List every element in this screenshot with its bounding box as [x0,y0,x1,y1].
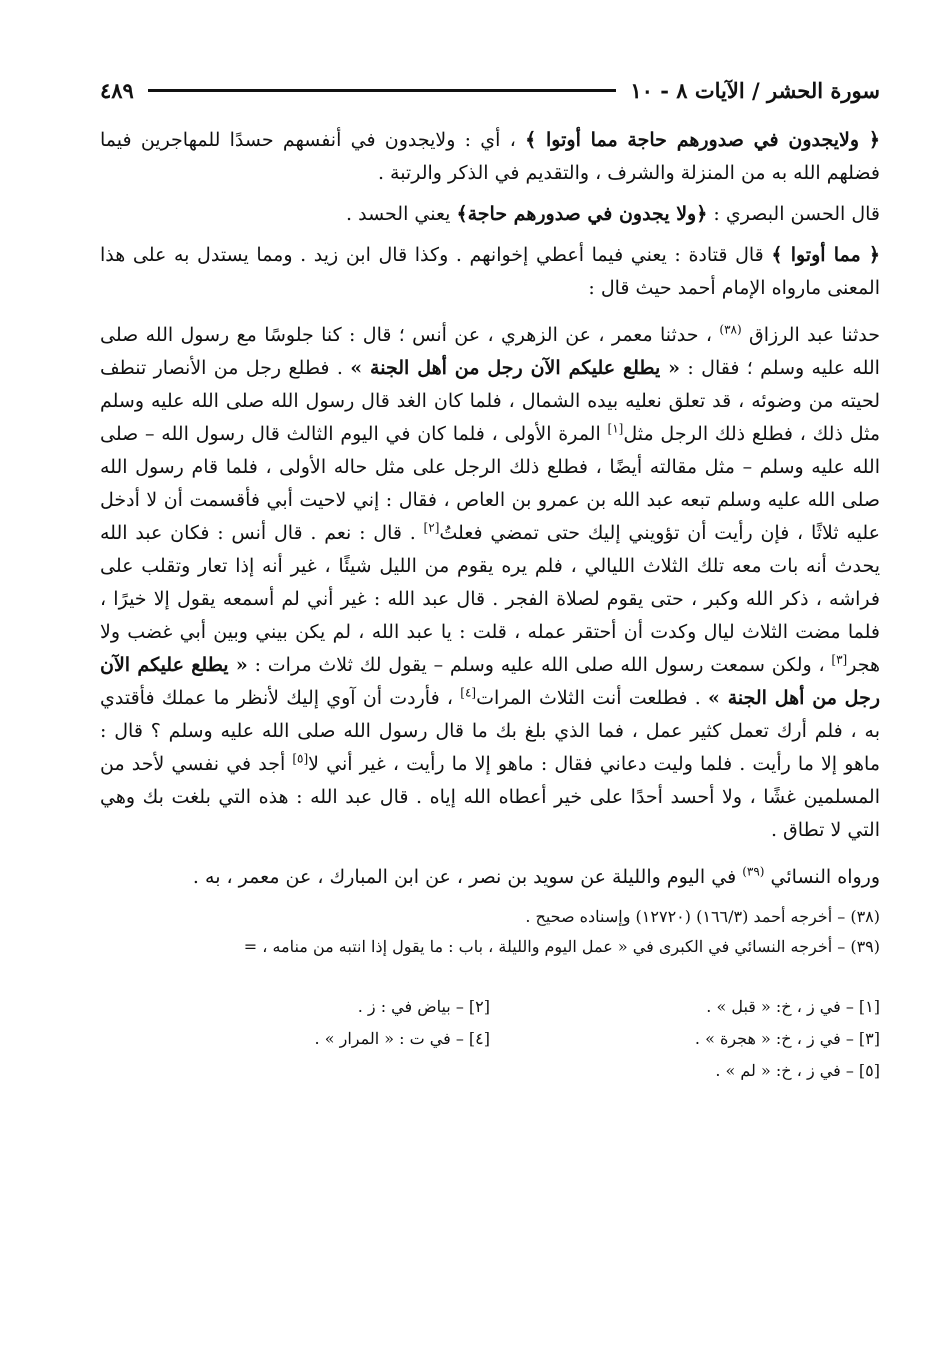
reference-note-39: (٣٩) – أخرجه النسائي في الكبرى في « عمل اليوم والليلة ، باب : ما يقول إذا انتبه من منامه ، = [243,937,880,956]
paragraph-text: في اليوم والليلة عن سويد بن نصر ، عن ابن المبارك ، عن معمر ، به . [192,866,737,888]
footnote-3: [٣] – في ز ، خ: « هجرة » . [694,1029,880,1048]
surah-title: سورة الحشر / الآيات ٨ - ١٠ [630,77,880,103]
verse-quote: ﴿ولا يجدون في صدورهم حاجة﴾ [456,203,708,225]
hadith-text: ، فأردت أن آوي إليك لأنظر ما عملك فأقتدي به ، فلم أرك تعمل كثير عمل ، فما الذي بلغ بك ما قال رسول الله صلى الله عليه وسلم ؟ قال : ماهو إلا ما رأيت . فلما وليت دعاني فقال : ماهو إلا ما رأيت ، غير أني لا [100,687,880,775]
footnote-marker: [١] [607,421,624,436]
paragraph-text: ورواه النسائي [770,866,880,888]
reference-marker: (٣٩) [742,864,765,879]
footnote-4: [٤] – في ت : « المرار » . [314,1029,490,1048]
paragraph-nasai [100,861,880,894]
hadith-text: . فطلعت أنت الثلاث المرات [476,687,701,709]
page [100,70,880,1330]
header-rule [148,89,617,92]
hadith-paragraph [100,319,880,847]
footnotes [100,992,880,1086]
paragraph-hasan-basri [100,198,880,231]
footnote-1: [١] – في ز ، خ: « قبل » . [706,997,880,1016]
hadith-text: . قال : نعم . قال أنس : فكان عبد الله يحدث أنه بات معه تلك الثلاث الليالي ، فلم يره يقوم من الليل شيئًا ، غير أنه إذا تعار وتقلب على فراشه ، ذكر الله وكبر ، حتى يقوم لصلاة الفجر . قال عبد الله : غير أني لم أسمعه يقول إلا خيرًا ، فلما مضت الثلاث ليال وكدت أن أحتقر عمله ، قلت : يا عبد الله ، لم يكن بيني وبين أبي غضب ولا هجر [100,522,881,676]
paragraph-text: ، أي : ولايجدون في أنفسهم حسدًا للمهاجرين فيما فضلهم الله به من المنزلة والشرف ، والتقديم في الذكر والرتبة . [100,129,880,184]
paragraph-verse-explanation [100,124,880,190]
paragraph-text: قال قتادة : يعني فيما أعطي إخوانهم . وكذا قال ابن زيد . ومما يستدل به على هذا المعنى مارواه الإمام أحمد حيث قال : [100,244,880,299]
footnote-5: [٥] – في ز ، خ: « لم » . [715,1061,880,1080]
hadith-text: أجد في نفسي لأحد من المسلمين غشًا ، ولا أحسد أحدًا على خير أعطاه الله إياه . قال عبد الله : هذه التي بلغت بك وهي التي لا تطاق . [100,753,880,841]
reference-note-38: (٣٨) – أخرجه أحمد (١٦٦/٣) (١٢٧٢٠) وإسناده صحيح . [525,907,880,926]
footnote-marker: [٢] [423,520,440,535]
verse-quote: ﴿ مما أوتوا ﴾ [771,244,880,266]
footnote-marker: [٣] [831,652,848,667]
running-head [100,70,880,110]
page-number: ٤٨٩ [100,77,134,103]
prophetic-quote: « يطلع عليكم الآن رجل من أهل الجنة » [100,654,880,709]
hadith-text: ، حدثنا معمر ، عن الزهري ، عن أنس ؛ قال : كنا جلوسًا مع رسول الله صلى الله عليه وسلم ؛ فقال : [100,324,880,379]
reference-marker: (٣٨) [719,322,742,337]
hadith-text: . فطلع رجل من الأنصار تنطف لحيته من وضوئه ، قد تعلق نعليه بيده الشمال ، فلما كان الغد قال رسول الله صلى الله عليه وسلم مثل ذلك ، فطلع ذلك الرجل مثل [100,357,880,445]
prophetic-quote: « يطلع عليكم الآن رجل من أهل الجنة » [350,357,681,379]
hadith-text: حدثنا عبد الرزاق [749,324,881,346]
footnote-marker: [٤] [460,685,477,700]
paragraph-text: قال الحسن البصري : [713,203,880,225]
footnote-2: [٢] – بياض في : ز . [357,997,490,1016]
hadith-text: المرة الأولى ، فلما كان في اليوم الثالث قال رسول الله – صلى الله عليه وسلم – مثل مقالته أيضًا ، فطلع ذلك الرجل على مثل حاله الأولى ، فلما قام رسول الله صلى الله عليه وسلم تبعه عبد الله بن عمرو بن العاص ، فقال : إني لاحيت أبي فأقسمت أن لا أدخل عليه ثلاثًا ، فإن رأيت أن تؤويني إليك حتى تمضي فعلتُ [100,423,880,544]
hadith-text: ، ولكن سمعت رسول الله صلى الله عليه وسلم – يقول لك ثلاث مرات : [254,654,825,676]
paragraph-qatada [100,239,880,305]
paragraph-text: يعني الحسد . [346,203,451,225]
footnote-marker: [٥] [292,751,309,766]
verse-quote: ﴿ ولايجدون في صدورهم حاجة مما أوتوا ﴾ [525,129,880,151]
